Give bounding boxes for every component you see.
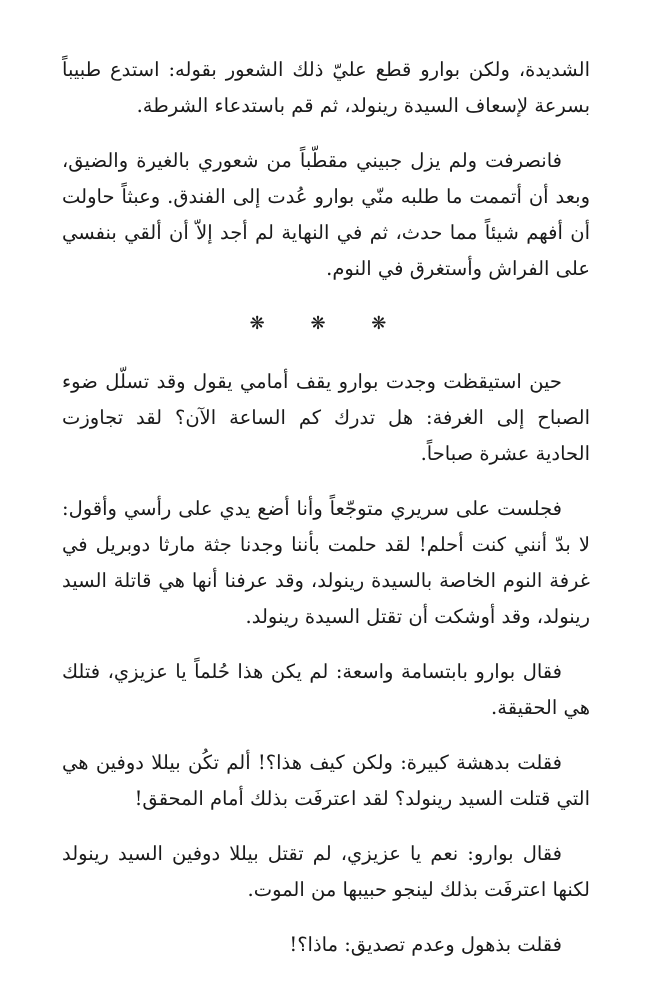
- paragraph-7: فقال بوارو: نعم يا عزيزي، لم تقتل بيللا دوفين السيد رينولد لكنها اعترفَت بذلك لينجو حبيبها من الموت.: [62, 842, 590, 901]
- paragraph-8: فقلت بذهول وعدم تصديق: ماذا؟!: [289, 933, 562, 956]
- paragraph-6: فقلت بدهشة كبيرة: ولكن كيف هذا؟! ألم تكُن بيللا دوفين هي التي قتلت السيد رينولد؟ لقد اعترفَت بذلك أمام المحقق!: [62, 751, 590, 810]
- section-separator: [62, 306, 590, 342]
- paragraph-3: حين استيقظت وجدت بوارو يقف أمامي يقول وقد تسلّل ضوء الصباح إلى الغرفة: هل تدرك كم الساعة الآن؟ لقد تجاوزت الحادية عشرة صباحاً.: [62, 370, 590, 465]
- separator-ornament-icon: ❋: [249, 313, 281, 334]
- separator-ornament-icon: ❋: [310, 313, 342, 334]
- separator-ornament-icon: ❋: [371, 313, 403, 334]
- paragraph-1: الشديدة، ولكن بوارو قطع عليّ ذلك الشعور بقوله: استدع طبيباً بسرعة لإسعاف السيدة رينولد، ثم قم باستدعاء الشرطة.: [62, 58, 590, 117]
- paragraph-4: فجلست على سريري متوجّعاً وأنا أضع يدي على رأسي وأقول: لا بدّ أنني كنت أحلم! لقد حلمت بأننا وجدنا جثة مارثا دوبريل في غرفة النوم الخاصة بالسيدة رينولد، وقد عرفنا أنها هي قاتلة السيد رينولد، وقد أوشكت أن تقتل السيدة رينولد.: [62, 497, 590, 628]
- paragraph-2: فانصرفت ولم يزل جبيني مقطّباً من شعوري بالغيرة والضيق، وبعد أن أتممت ما طلبه منّي بوارو عُدت إلى الفندق. وعبثاً حاولت أن أفهم شيئاً مما حدث، ثم في النهاية لم أجد إلاّ أن ألقي بنفسي على الفراش وأستغرق في النوم.: [62, 149, 590, 280]
- book-page: [62, 52, 590, 982]
- paragraph-5: فقال بوارو بابتسامة واسعة: لم يكن هذا حُلماً يا عزيزي، فتلك هي الحقيقة.: [62, 660, 590, 719]
